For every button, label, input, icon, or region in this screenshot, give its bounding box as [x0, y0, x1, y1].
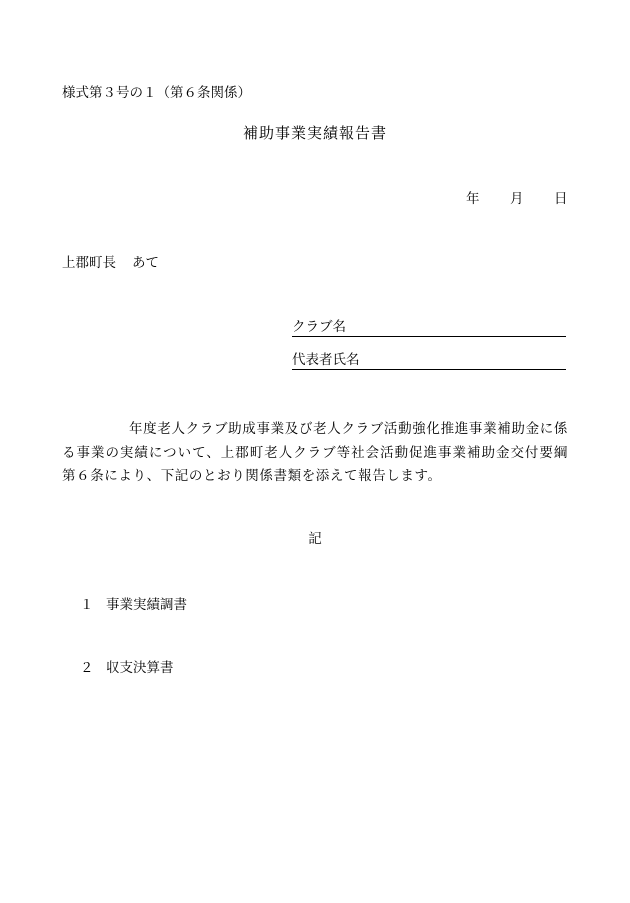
date-day-label: 日	[554, 191, 568, 207]
item-number: １	[80, 597, 94, 613]
list-item	[80, 656, 174, 676]
representative-name-field[interactable]	[292, 351, 566, 370]
item-label: 収支決算書	[106, 660, 174, 676]
club-name-field[interactable]	[292, 318, 566, 337]
representative-name-label: 代表者氏名	[292, 352, 360, 368]
date-month-label: 月	[510, 191, 524, 207]
club-name-label: クラブ名	[292, 319, 346, 335]
document-title: 補助事業実績報告書	[242, 124, 387, 142]
item-label: 事業実績調書	[106, 597, 187, 613]
form-number: 様式第３号の１（第６条関係）	[62, 85, 251, 101]
ki-heading: 記	[308, 531, 322, 547]
body-paragraph: 年度老人クラブ助成事業及び老人クラブ活動強化推進事業補助金に係る事業の実績について、上郡町老人クラブ等社会活動促進事業補助金交付要綱第６条により、下記のとおり関係書類を添えて報告します。	[62, 421, 568, 484]
addressee-name: 上郡町長	[62, 255, 116, 271]
list-item	[80, 593, 187, 613]
date-year-label: 年	[466, 191, 480, 207]
addressee-suffix: あて	[132, 255, 159, 271]
addressee	[62, 251, 159, 271]
item-number: ２	[80, 660, 94, 676]
